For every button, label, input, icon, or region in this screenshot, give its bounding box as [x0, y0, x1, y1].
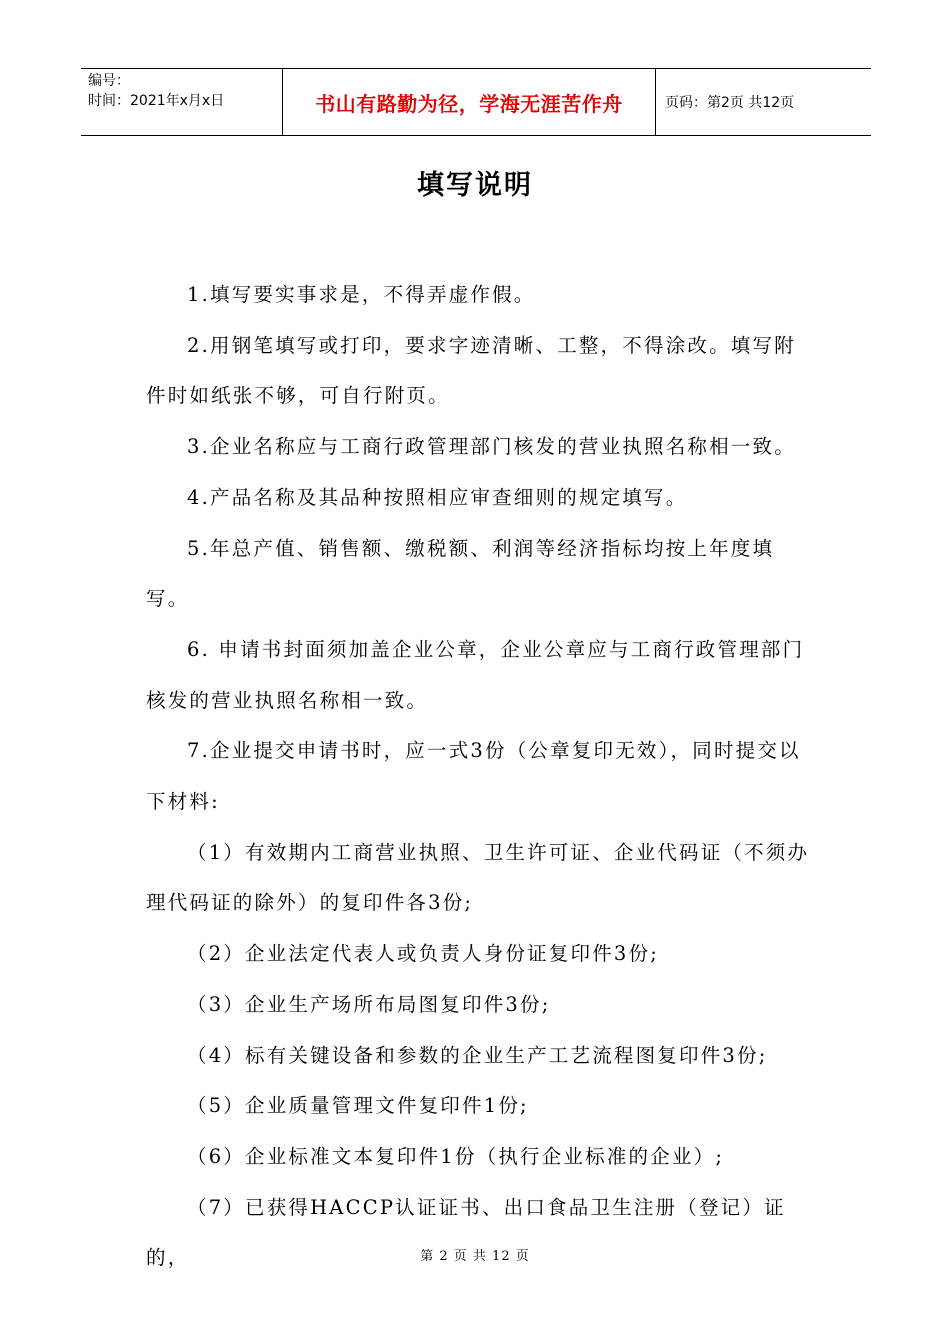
page-footer: 第 2 页 共 12 页	[420, 1249, 530, 1264]
header-meta	[81, 69, 283, 135]
header-page-info: 页码：第2页 共12页	[665, 95, 795, 111]
instructions-body	[146, 270, 810, 1284]
paragraph: （4）标有关键设备和参数的企业生产工艺流程图复印件3份;	[187, 1043, 768, 1067]
header-motto: 书山有路勤为径，学海无涯苦作舟	[283, 69, 656, 135]
paragraph: （7）已获得HACCP认证证书、出口食品卫生注册（登记）证的，	[146, 1195, 786, 1270]
paragraph: 7.企业提交申请书时，应一式3份（公章复印无效），同时提交以下材料:	[146, 739, 801, 814]
document-header	[81, 68, 871, 136]
paragraph: 1.填写要实事求是，不得弄虚作假。	[187, 283, 536, 306]
paragraph: （2）企业法定代表人或负责人身份证复印件3份;	[187, 942, 659, 966]
paragraph: 6. 申请书封面须加盖企业公章，企业公章应与工商行政管理部门核发的营业执照名称相一致。	[146, 637, 805, 712]
paragraph: 5.年总产值、销售额、缴税额、利润等经济指标均按上年度填写。	[146, 536, 775, 611]
paragraph: 3.企业名称应与工商行政管理部门核发的营业执照名称相一致。	[187, 435, 796, 459]
paragraph: 4.产品名称及其品种按照相应审查细则的规定填写。	[187, 485, 688, 509]
number-label: 编号：	[88, 73, 130, 89]
page-title: 填写说明	[417, 170, 533, 201]
paragraph: （5）企业质量管理文件复印件1份;	[187, 1094, 529, 1118]
paragraph: （6）企业标准文本复印件1份（执行企业标准的企业）;	[187, 1144, 725, 1168]
paragraph: （3）企业生产场所布局图复印件3份;	[187, 992, 551, 1016]
time-label: 时间：2021年x月x日	[88, 93, 225, 109]
paragraph: 2.用钢笔填写或打印，要求字迹清晰、工整，不得涂改。填写附件时如纸张不够，可自行附页。	[146, 333, 796, 408]
paragraph: （1）有效期内工商营业执照、卫生许可证、企业代码证（不须办理代码证的除外）的复印件各3份;	[146, 840, 810, 915]
